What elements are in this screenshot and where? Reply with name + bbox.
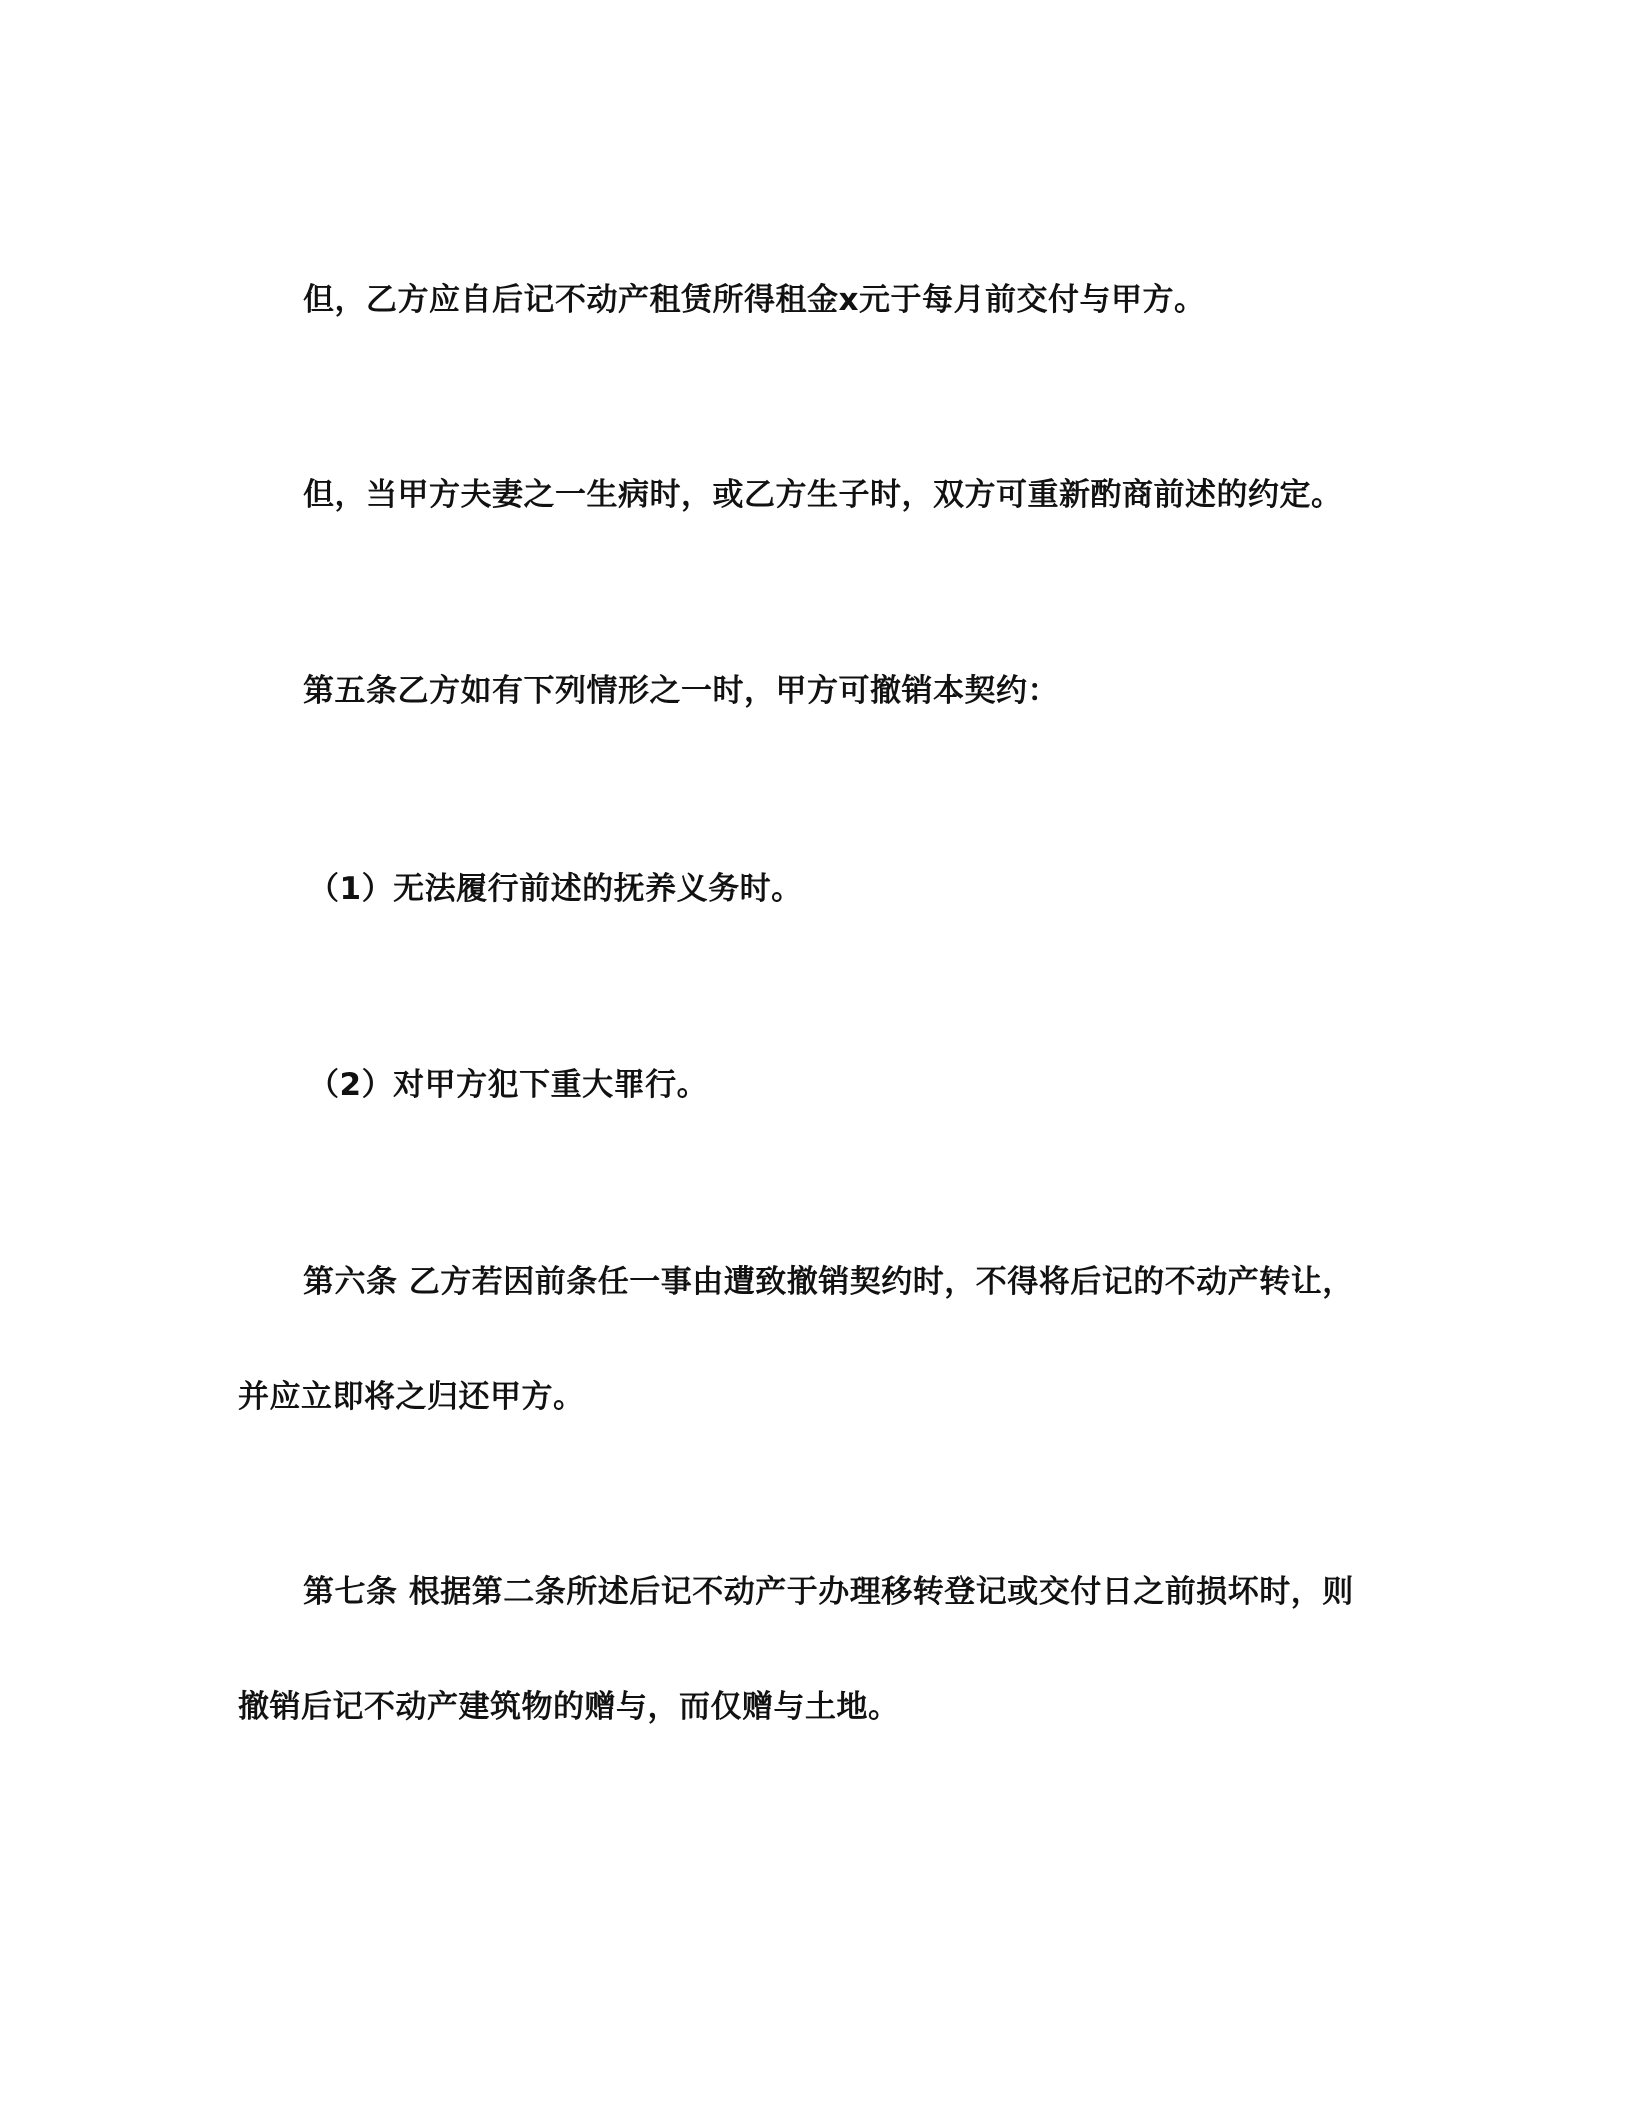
- article-5-item-2: （2）对甲方犯下重大罪行。: [308, 1067, 709, 1103]
- paragraph-renegotiation: 但，当甲方夫妻之一生病时，或乙方生子时，双方可重新酌商前述的约定。: [303, 477, 1343, 513]
- article-5-item-1: （1）无法履行前述的抚养义务时。: [308, 871, 803, 907]
- article-5-heading: 第五条乙方如有下列情形之一时，甲方可撤销本契约：: [303, 673, 1059, 709]
- paragraph-rent-payment: 但，乙方应自后记不动产租赁所得租金x元于每月前交付与甲方。: [303, 282, 1206, 318]
- article-6-line-1: 第六条 乙方若因前条任一事由遭致撤销契约时，不得将后记的不动产转让，: [303, 1264, 1354, 1300]
- article-6-line-2: 并应立即将之归还甲方。: [238, 1379, 585, 1415]
- article-7-line-1: 第七条 根据第二条所述后记不动产于办理移转登记或交付日之前损坏时，则: [303, 1574, 1354, 1610]
- article-7-line-2: 撤销后记不动产建筑物的赠与，而仅赠与土地。: [238, 1689, 900, 1725]
